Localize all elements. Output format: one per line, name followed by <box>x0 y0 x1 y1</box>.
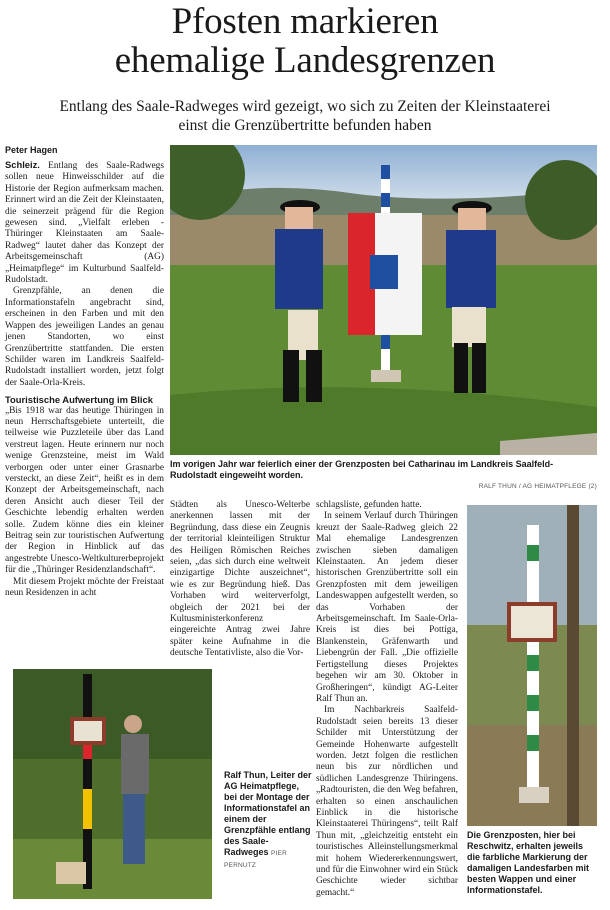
main-photo-caption: Im vorigen Jahr war feierlich einer der Grenzposten bei Catharinau im Landkreis Saalfeld-Rudolstadt eingeweiht worden. <box>170 459 554 480</box>
headline-line-1: Pfosten markieren <box>171 1 439 42</box>
paragraph <box>5 159 164 286</box>
dateline: Schleiz. <box>5 159 40 170</box>
section-heading: Touristische Aufwertung im Blick <box>5 394 153 406</box>
mounting-photo-credit: PIER PERNUTZ <box>224 850 288 869</box>
headline-line-2: ehemalige Landesgrenzen <box>114 40 496 81</box>
paragraph: Im Nachbarkreis Saalfeld-Rudolstadt seien bereits 13 dieser Schilder mit Unterstützung der Gemeinde Hohenwarte aufgestellt worden. Jetzt folgen die restlichen neun bis zur nördlichen und südlichen Landesgrenze Thüringens. „Radtouristen, die den Weg befahren, erhalten so einen anschaulichen Einblick in die historische Kleinstaaterei Thüringens“, teilt Ralf Thun mit, „gleichzeitig entsteht ein touristisches Alleinstellungsmerkmal mit hohem Wiedererkennungswert, und für die Einwohner wird ein Stück Geschichte wieder sichtbar gemacht.“ <box>316 705 458 898</box>
mounting-photo-caption <box>224 770 312 871</box>
post-photo-caption: Die Grenzposten, hier bei Reschwitz, erhalten jeweils die farbliche Markierung der damaligen Landesfarben mit besten Wappen und einer Informationstafel. <box>467 830 590 895</box>
article-column-1 <box>5 159 164 659</box>
article-column-2 <box>170 500 310 660</box>
subheadline <box>40 97 570 135</box>
article-column-3 <box>316 500 458 905</box>
subheadline-line-1: Entlang des Saale-Radweges wird gezeigt, wo sich zu Zeiten der Kleinstaaterei <box>59 98 551 115</box>
mounting-photo <box>13 669 212 899</box>
mounting-image <box>13 669 212 899</box>
paragraph: Mit diesem Projekt möchte der Freistaat neun Residenzen in acht <box>5 576 164 599</box>
main-photo-credit: RALF THUN / AG HEIMATPFLEGE (2) <box>478 483 597 490</box>
paragraph-text: Entlang des Saale-Radwegs sollen neue Hinweisschilder auf die Historie der Region aufmerksam machen. Erinnert wird an die Zeit der Kleinstaaten, die seinerzeit prägend für die Region gewesen sind. „Vielfalt erleben - Thüringer Kleinstaaten am Saale-Radweg“ lautet daher das Konzept der Arbeitsgemeinschaft (AG) „Heimatpflege“ im Kulturbund Saalfeld-Rudolstadt. <box>5 161 165 286</box>
author-byline: Peter Hagen <box>5 145 58 155</box>
mounting-caption-text: Ralf Thun, Leiter der AG Heimatpflege, bei der Montage der Informationstafel an einem der Grenzpfähle entlang des Saale-Radweges <box>224 770 312 857</box>
paragraph: schlagsliste, gefunden hatte. <box>316 500 422 510</box>
paragraph: Grenzpfähle, an denen die Informationstafeln angebracht sind, erscheinen in den Farben und mit den Wappen des jeweiligen Landes an genau jenen Standorten, wo einst Grenzübertritte stattfanden. Die ersten Schilder waren im Landkreis Saalfeld-Rudolstadt installiert worden, jetzt folgt der Saale-Orla-Kreis. <box>5 286 164 388</box>
headline <box>0 2 610 81</box>
paragraph: Städten als Unesco-Welterbe anerkennen lassen mit der Begründung, dass diese ein Zeugnis der territorial kleinteiligen Struktur des Heiligen Römischen Reiches seien, „das sich durch eine weltweit einzigartige Dichte auszeichnet“, wie es zur Begründung hieß. Das Vorhaben wird weiterverfolgt, obgleich der 2021 bei der Kultusministerkonferenz eingereichte Antrag zwei Jahre später keine Aufnahme in die deutsche Tentativliste, also die Vor- <box>170 500 310 659</box>
paragraph: In seinem Verlauf durch Thüringen kreuzt der Saale-Radweg gleich 22 Mal ehemalige Landesgrenzen zwischen sieben damaligen Kleinstaaten. An jedem dieser historischen Grenzübertritte soll ein Grenzpfosten mit dem jeweiligen Landeswappen aufgestellt werden, so das Vorhaben der Arbeitsgemeinschaft. Im Saale-Orla-Kreis ist dies bei Pottiga, Blankenstein, Gräfenwarth und Liebengrün der Fall. „Die offizielle Fertigstellung dieses Projektes begehen wir am 30. Oktober in Großheringen“, kündigt AG-Leiter Ralf Thun an. <box>316 511 458 704</box>
post-photo <box>467 505 597 826</box>
paragraph: „Bis 1918 war das heutige Thüringen in neun Herrschaftsgebiete unterteilt, die teilweise wie Puzzleteile über das Land verstreut lagen. Heute erinnern nur noch wenige Grenzsteine, meist im Wald verborgen oder unter einer Grasnarbe versteckt, an diese Zeit“, heißt es in dem Konzept der Arbeitsgemeinschaft, nach deren Ansicht auch dieser Teil der Geschichte lebendig erhalten werden solle. Zudem könne dies ein kleiner Beitrag sein zur touristischen Aufwertung der Region in Hinblick auf das angestrebte Unesco-Weltkulturerbeprojekt für die „Thüringer Residenzlandschaft“. <box>5 405 164 576</box>
ceremony-image <box>170 145 597 455</box>
subheadline-line-2: einst die Grenzübertritte befunden haben <box>178 117 432 134</box>
main-photo <box>170 145 597 455</box>
boundary-post-image <box>467 505 597 826</box>
